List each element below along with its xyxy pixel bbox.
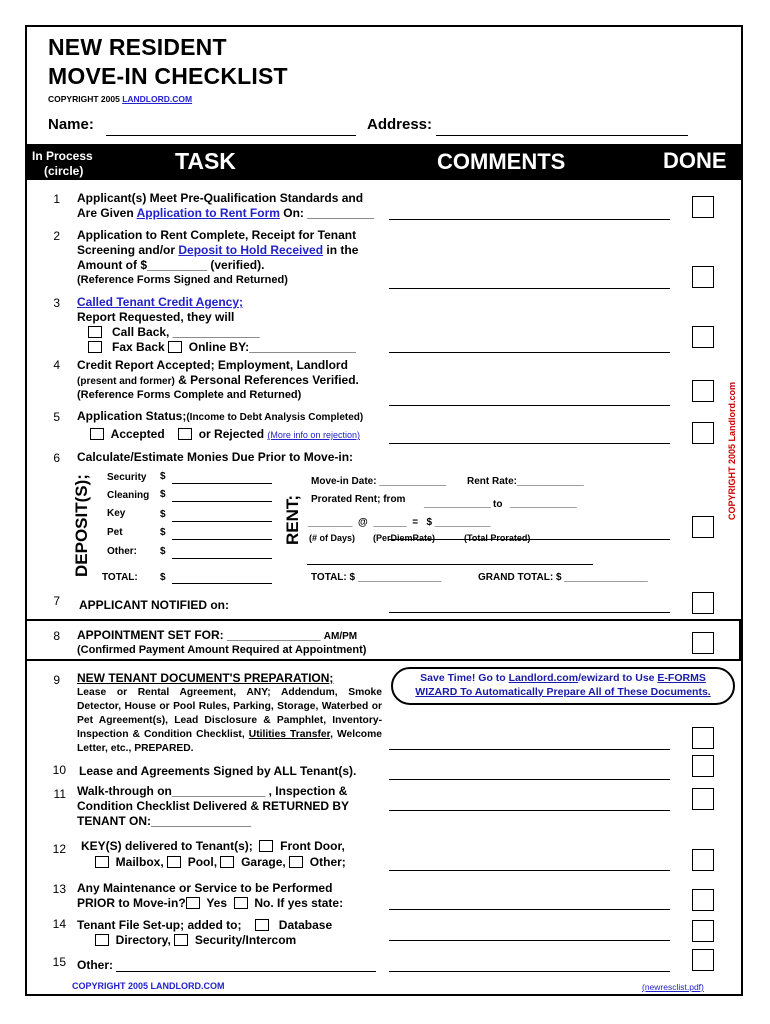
done-checkbox[interactable] <box>692 788 714 810</box>
comment-line[interactable] <box>389 940 670 941</box>
item-5-status: Application Status; <box>77 409 187 423</box>
item-5-line-1 <box>77 409 363 426</box>
done-checkbox[interactable] <box>692 755 714 777</box>
keys-text: KEY(S) delivered to Tenant(s); <box>81 839 253 853</box>
item-2-line-2 <box>77 243 358 259</box>
rejected-checkbox[interactable] <box>178 428 192 440</box>
comment-line[interactable] <box>389 749 670 750</box>
item-number: 3 <box>53 296 60 310</box>
table-header <box>27 144 741 180</box>
to-label: to <box>493 499 503 510</box>
header-in-process: In Process <box>32 149 93 163</box>
landlord-link[interactable]: LANDLORD.COM <box>122 94 193 104</box>
item-2-line-1: Application to Rent Complete, Receipt for Tenant <box>77 228 357 242</box>
item-9-body <box>77 686 382 756</box>
ez-text-b: /ewizard to Use <box>578 672 658 684</box>
item-3-fax-online <box>88 340 356 356</box>
item-2-line-3: Amount of $_________ (verified). <box>77 258 265 272</box>
wizard-line[interactable]: WIZARD To Automatically Prepare All of These Documents. <box>415 685 711 698</box>
comment-line[interactable] <box>389 971 670 972</box>
no-label: No. If yes state: <box>254 896 344 910</box>
called-credit-agency-link[interactable]: Called Tenant Credit Agency; <box>77 295 244 309</box>
dollar-sign: $ <box>160 489 166 500</box>
deposit-total-label: TOTAL: <box>102 572 138 583</box>
eforms-link[interactable]: E-FORMS <box>657 672 706 684</box>
front-door-checkbox[interactable] <box>259 840 273 852</box>
item-number: 14 <box>52 917 66 931</box>
item-5-small: (Income to Debt Analysis Completed) <box>186 412 364 423</box>
rent-rate[interactable]: Rent Rate:____________ <box>467 476 584 487</box>
comment-line[interactable] <box>389 909 670 910</box>
rent-total[interactable]: TOTAL: $ _______________ <box>311 572 442 583</box>
item-15-label: Other: <box>77 958 113 972</box>
rent-label: RENT; <box>283 494 302 545</box>
item-12-line-2 <box>95 855 346 871</box>
database-checkbox[interactable] <box>255 919 269 931</box>
item-13-line-2 <box>77 896 343 912</box>
deposit-amount-field[interactable] <box>172 539 272 540</box>
comment-line[interactable] <box>389 405 670 406</box>
deposit-cleaning-label: Cleaning <box>107 490 150 501</box>
name-label: Name: <box>48 116 94 133</box>
item-9-body-end: , Welcome Letter, etc., PREPARED. <box>77 729 382 754</box>
item-9-body-text: Lease or Rental Agreement, ANY; Addendum, Smoke Detector, House or Pool Rules, Parking, Storage, Waterbed or Pet Agreement(s), Lead Disclosure & Pamphlet, Inventory-Inspection & Condition Checklist, <box>77 687 382 740</box>
more-info-link[interactable]: (More info on rejection) <box>267 430 360 440</box>
title-line-1: NEW RESIDENT <box>48 34 227 60</box>
pool-checkbox[interactable] <box>167 856 181 868</box>
item-9-heading: NEW TENANT DOCUMENT'S PREPARATION; <box>77 671 334 685</box>
dollar-sign: $ <box>160 572 166 583</box>
prior-text: PRIOR to Move-in? <box>77 896 186 910</box>
item-number: 7 <box>53 594 60 608</box>
directory-checkbox[interactable] <box>95 934 109 946</box>
landlord-com-link[interactable]: Landlord.com <box>508 672 579 684</box>
comment-line[interactable] <box>389 288 670 289</box>
other-key-checkbox[interactable] <box>289 856 303 868</box>
done-checkbox[interactable] <box>692 920 714 942</box>
title-line-2: MOVE-IN CHECKLIST <box>48 63 288 89</box>
comment-line[interactable] <box>389 779 670 780</box>
online-checkbox[interactable] <box>168 341 182 353</box>
item-11-line-2: Condition Checklist Delivered & RETURNED BY <box>77 799 350 813</box>
comment-line[interactable] <box>389 870 670 871</box>
dollar-sign: $ <box>160 471 166 482</box>
comment-line[interactable] <box>389 352 670 353</box>
deposit-other-label: Other: <box>107 546 137 557</box>
file-setup-text: Tenant File Set-up; added to; <box>77 918 242 932</box>
dollar-sign: $ <box>160 546 166 557</box>
footer-filename-link[interactable]: (newresclist.pdf) <box>642 982 704 992</box>
item-number: 15 <box>52 955 66 969</box>
front-door-label: Front Door, <box>280 839 345 853</box>
yes-checkbox[interactable] <box>186 897 200 909</box>
garage-checkbox[interactable] <box>220 856 234 868</box>
item-4-text-b: & Personal References Verified. <box>174 373 359 387</box>
deposit-key-label: Key <box>107 508 126 519</box>
item-number: 5 <box>53 410 60 424</box>
item-2-text-a: Screening and/or <box>77 243 179 257</box>
deposit-amount-field[interactable] <box>172 521 272 522</box>
item-4-small: (present and former) <box>77 376 175 387</box>
ampm-label: AM/PM <box>323 631 358 642</box>
item-2-text-b: in the <box>323 243 359 257</box>
item-1-text-a: Are Given <box>77 206 137 220</box>
mailbox-checkbox[interactable] <box>95 856 109 868</box>
item-1-text-b: On: __________ <box>279 206 374 220</box>
item-number: 10 <box>52 763 66 777</box>
address-field[interactable] <box>436 135 688 136</box>
item-5-accept-reject <box>90 427 360 444</box>
comment-line[interactable] <box>389 539 670 540</box>
online-label: Online BY: <box>188 340 250 354</box>
directory-label: Directory, <box>115 933 171 947</box>
eforms-wizard-text <box>398 672 728 699</box>
callback-checkbox[interactable] <box>88 326 102 338</box>
pool-label: Pool, <box>187 855 218 869</box>
dollar-sign: $ <box>160 527 166 538</box>
item-11-line-3: TENANT ON:_______________ <box>77 814 252 828</box>
done-checkbox[interactable] <box>692 326 714 348</box>
yes-label: Yes <box>206 896 228 910</box>
header-comments: COMMENTS <box>437 149 566 174</box>
item-12-line-1 <box>81 839 345 855</box>
mailbox-label: Mailbox, <box>115 855 164 869</box>
item-3-callback <box>88 325 260 341</box>
header-circle: (circle) <box>44 164 84 178</box>
done-checkbox[interactable] <box>692 266 714 288</box>
appointment-text[interactable]: APPOINTMENT SET FOR: ______________ <box>77 628 321 642</box>
deposit-amount-field[interactable] <box>172 483 272 484</box>
utilities-transfer-link[interactable]: Utilities Transfer <box>248 729 331 740</box>
header-done: DONE <box>663 148 727 173</box>
garage-label: Garage, <box>241 855 286 869</box>
item-1-line-1: Applicant(s) Meet Pre-Qualification Standards and <box>77 191 364 205</box>
name-field[interactable] <box>106 135 356 136</box>
online-line[interactable]: ________________ <box>249 340 356 354</box>
other-field[interactable] <box>116 971 376 972</box>
item-number: 2 <box>53 229 60 243</box>
item-number: 9 <box>53 673 60 687</box>
prorated-label: Prorated Rent; from <box>311 494 406 505</box>
ez-text-a: Save Time! Go to <box>420 672 509 684</box>
item-11-line-1: Walk-through on______________ , Inspection & <box>77 784 348 798</box>
movein-date[interactable]: Move-in Date: ____________ <box>311 476 447 487</box>
perdiem-caption: (PerDiemRate) <box>373 533 436 543</box>
accepted-label: Accepted <box>110 427 165 441</box>
item-13-line-1: Any Maintenance or Service to be Performed <box>77 881 333 895</box>
item-4-line-1: Credit Report Accepted; Employment, Landlord <box>77 358 348 372</box>
item-10-line-1: Lease and Agreements Signed by ALL Tenant(s). <box>79 764 357 778</box>
item-number: 6 <box>53 451 60 465</box>
rent-separator <box>307 564 593 565</box>
rejected-label: or Rejected <box>198 427 265 441</box>
item-2-line-4: (Reference Forms Signed and Returned) <box>77 274 288 286</box>
copyright-header <box>48 94 192 104</box>
faxback-label: Fax Back <box>112 340 165 354</box>
comment-line[interactable] <box>389 810 670 811</box>
accepted-checkbox[interactable] <box>90 428 104 440</box>
deposits-label: DEPOSIT(S); <box>72 474 91 577</box>
other-key-label: Other; <box>309 855 346 869</box>
security-intercom-label: Security/Intercom <box>194 933 297 947</box>
item-number: 13 <box>52 882 66 896</box>
done-checkbox[interactable] <box>692 516 714 538</box>
callback-label: Call Back, <box>112 325 170 339</box>
deposit-amount-field[interactable] <box>172 501 272 502</box>
done-checkbox[interactable] <box>692 727 714 749</box>
item-6-line-1: Calculate/Estimate Monies Due Prior to Move-in: <box>77 450 354 464</box>
deposit-security-label: Security <box>107 472 147 483</box>
footer-copyright: COPYRIGHT 2005 LANDLORD.COM <box>72 981 225 991</box>
comment-line[interactable] <box>389 219 670 220</box>
item-number: 12 <box>52 842 66 856</box>
dollar-sign: $ <box>160 509 166 520</box>
item-1-line-2 <box>77 206 374 222</box>
comment-line[interactable] <box>389 443 670 444</box>
done-checkbox[interactable] <box>692 632 714 654</box>
item-8-line-2: (Confirmed Payment Amount Required at Appointment) <box>77 644 367 656</box>
item-3-line-2: Report Requested, they will <box>77 310 235 324</box>
days-caption: (# of Days) <box>309 533 356 543</box>
total-prorated-caption: (Total Prorated) <box>464 533 531 543</box>
done-checkbox[interactable] <box>692 196 714 218</box>
prorated-from-field[interactable]: ____________ <box>424 498 491 509</box>
item-number: 8 <box>53 629 60 643</box>
prorated-to-field[interactable]: ____________ <box>510 498 577 509</box>
item-number: 11 <box>53 787 66 801</box>
item-number: 4 <box>53 358 60 372</box>
comment-line[interactable] <box>389 612 670 613</box>
deposit-pet-label: Pet <box>107 527 123 538</box>
item-14-line-1 <box>77 918 332 934</box>
item-7-line-1: APPLICANT NOTIFIED on: <box>79 598 229 612</box>
done-checkbox[interactable] <box>692 422 714 444</box>
application-to-rent-link[interactable]: Application to Rent Form <box>136 206 280 220</box>
copyright-text: COPYRIGHT 2005 <box>48 94 120 104</box>
header-task: TASK <box>175 148 236 174</box>
callback-line[interactable]: _____________ <box>172 325 260 339</box>
item-4-line-3: (Reference Forms Complete and Returned) <box>77 389 302 401</box>
grand-total[interactable]: GRAND TOTAL: $ _______________ <box>478 572 648 583</box>
deposit-total-field[interactable] <box>172 583 272 584</box>
done-checkbox[interactable] <box>692 849 714 871</box>
done-checkbox[interactable] <box>692 380 714 402</box>
database-label: Database <box>278 918 333 932</box>
done-checkbox[interactable] <box>692 889 714 911</box>
item-14-line-2 <box>95 933 296 949</box>
address-label: Address: <box>367 116 433 133</box>
prorated-calc-line[interactable]: ________ @ ______ = $ __________ <box>308 517 491 528</box>
done-checkbox[interactable] <box>692 949 714 971</box>
done-checkbox[interactable] <box>692 592 714 614</box>
deposit-amount-field[interactable] <box>172 558 272 559</box>
faxback-checkbox[interactable] <box>88 341 102 353</box>
no-checkbox[interactable] <box>234 897 248 909</box>
security-intercom-checkbox[interactable] <box>174 934 188 946</box>
side-copyright: COPYRIGHT 2005 Landlord.com <box>727 381 737 520</box>
deposit-to-hold-link[interactable]: Deposit to Hold Received <box>178 243 324 257</box>
item-number: 1 <box>53 192 60 206</box>
